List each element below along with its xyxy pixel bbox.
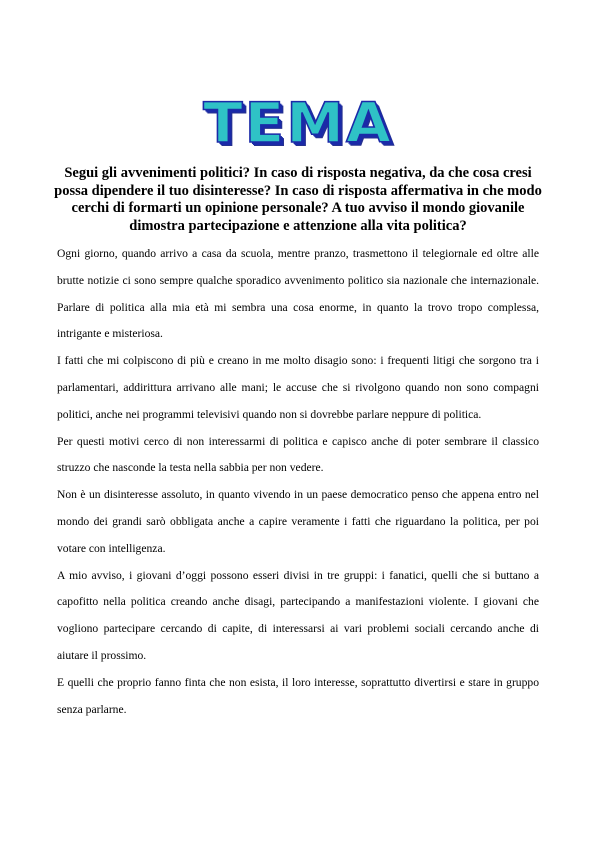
paragraph: I fatti che mi colpiscono di più e creano in me molto disagio sono: i frequenti litigi che sorgono tra i parlamentari, addirittura arrivano alle mani; le accuse che si rivolgono quando non sono compagni politici, anche nei programmi televisivi quando non si dovrebbe parlare neppure di politica. [57, 354, 539, 421]
paragraph: Non è un disinteresse assoluto, in quanto vivendo in un paese democratico penso che appena entro nel mondo dei grandi sarò obbligata anche a capire veramente i fatti che riguardano la politica, per poi votare con intelligenza. [57, 488, 539, 555]
paragraph: E quelli che proprio fanno finta che non esista, il loro interesse, soprattutto divertirsi e stare in gruppo senza parlarne. [57, 675, 539, 716]
paragraph: Per questi motivi cerco di non interessarmi di politica e capisco anche di poter sembrare il classico struzzo che nasconde la testa nella sabbia per non vedere. [57, 434, 539, 475]
paragraph: A mio avviso, i giovani d’oggi possono esseri divisi in tre gruppi: i fanatici, quelli che si buttano a capofitto nella politica creando anche disagi, partecipando a manifestazioni violente. I giovani che vogliono partecipare cercando di capite, di interessarsi ai vari problemi sociali cercando anche di aiutare il prossimo. [57, 568, 539, 662]
document-title: TEMA [203, 90, 393, 156]
paragraph: Ogni giorno, quando arrivo a casa da scuola, mentre pranzo, trasmettono il telegiornale ed oltre alle brutte notizie ci sono sempre qualche sporadico avvenimento politico sia nazionale che internazionale. Parlare di politica alla mia età mi sembra una cosa enorme, in quanto la trovo tropo complessa, intrigante e misteriosa. [57, 247, 539, 341]
title-container [0, 92, 596, 154]
essay-body [57, 241, 539, 723]
essay-question: Segui gli avvenimenti politici? In caso di risposta negativa, da che cosa cresi possa dipendere il tuo disinteresse? In caso di risposta affermativa in che modo cerchi di formarti un opinione personale? A tuo avviso il mondo giovanile dimostra partecipazione e attenzione alla vita politica? [54, 165, 542, 234]
